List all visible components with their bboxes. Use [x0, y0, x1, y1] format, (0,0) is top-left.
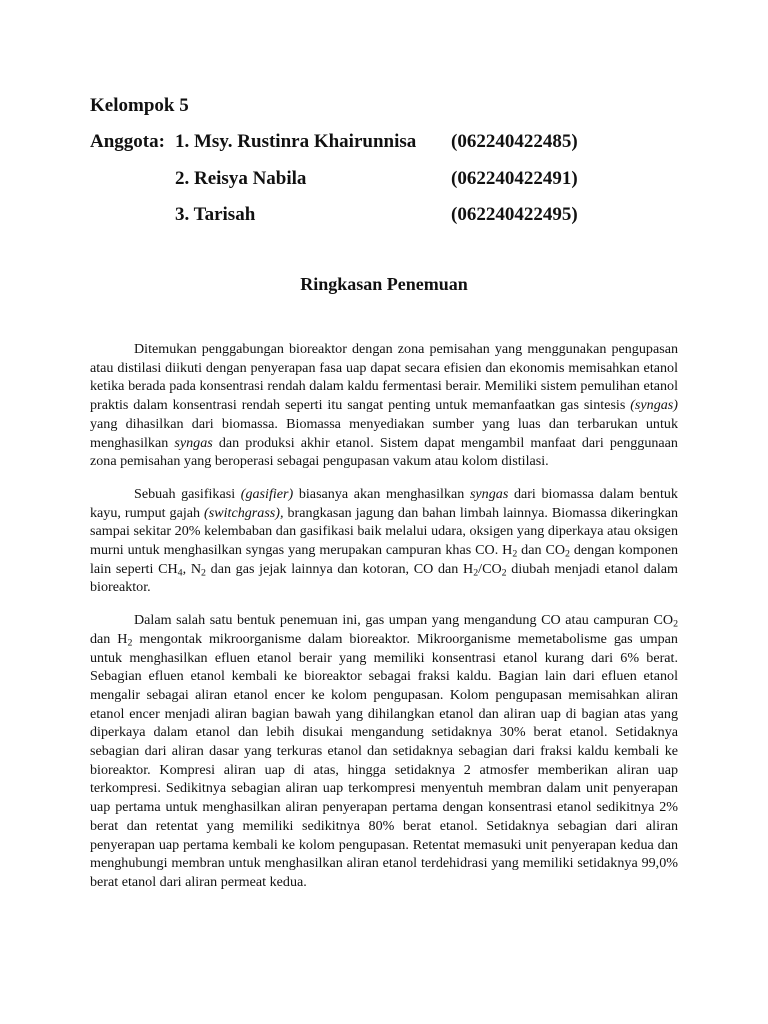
paragraph-3: Dalam salah satu bentuk penemuan ini, gas umpan yang mengandung CO atau campuran $CO_2$ dan $H_2$ mengontak mikroorganisme dalam bioreaktor. Mikroorganisme memetabolisme gas umpan untuk menghasilkan efluen etanol berair yang memiliki konsentrasi etanol kurang dari 6% berat. Sebagian efluen etanol kembali ke bioreaktor sebagai fraksi kaldu. Bagian lain dari efluen etanol mengalir sebagai aliran etanol encer ke kolom pengupasan. Kolom pengupasan memisahkan aliran etanol encer menjadi aliran bagian bawah yang dihilangkan etanol dan aliran uap di bagian atas yang diperkaya dalam etanol dan lebih disukai mengandung setidaknya 30% berat etanol. Setidaknya sebagian dari aliran dasar yang terkuras etanol dan setidaknya sebagian dari fraksi kaldu kembali ke bioreaktor. Kompresi aliran uap di atas, hingga setidaknya 2 atmosfer memberikan aliran uap terkompresi. Sedikitnya sebagian aliran uap terkompresi menyentuh membran dalam unit penyerapan uap pertama untuk menghasilkan aliran penyerapan pertama dengan konsentrasi etanol sedikitnya 2% berat dan retentat yang memiliki sedikitnya 80% berat etanol. Setidaknya sebagian dari aliran penyerapan uap pertama kembali ke kolom pengupasan. Retentat memasuki unit penyerapan kedua dan menghubungi membran untuk menghasilkan aliran etanol terdehidrasi yang memiliki setidaknya 99,0% berat etanol dari aliran permeat kedua.	[90, 612, 678, 890]
member-name-3: 3. Tarisah	[175, 204, 256, 225]
body-text	[90, 340, 678, 892]
paragraph-1: Ditemukan penggabungan bioreaktor dengan zona pemisahan yang menggunakan pengupasan atau distilasi diikuti dengan penyerapan fasa uap dapat secara efisien dan ekonomis memisahkan etanol ketika berada pada konsentrasi rendah dalam kaldu fermentasi berair. Memiliki sistem pemulihan etanol praktis dalam konsentrasi rendah seperti itu sangat penting untuk memanfaatkan gas sintesis (syngas) yang dihasilkan dari biomassa. Biomassa menyediakan sumber yang luas dan terbarukan untuk menghasilkan syngas dan produksi akhir etanol. Sistem dapat mengambil manfaat dari penggunaan zona pemisahan yang beroperasi sebagai pengupasan vakum atau kolom distilasi.	[90, 341, 678, 470]
member-name-1: 1. Msy. Rustinra Khairunnisa	[175, 131, 417, 152]
section-title: Ringkasan Penemuan	[300, 274, 468, 294]
member-id-3: (062240422495)	[451, 204, 578, 225]
member-id-1: (062240422485)	[451, 131, 578, 152]
member-id-2: (062240422491)	[451, 168, 578, 189]
members-label: Anggota:	[90, 131, 165, 152]
member-name-2: 2. Reisya Nabila	[175, 168, 307, 189]
paragraph-2: Sebuah gasifikasi (gasifier) biasanya akan menghasilkan syngas dari biomassa dalam bentuk kayu, rumput gajah (switchgrass), brangkasan jagung dan bahan limbah lainnya. Biomassa dikeringkan sampai sekitar 20% kelembaban dan gasifikasi baik melalui udara, oksigen yang diperkaya atau oksigen murni untuk menghasilkan syngas yang merupakan campuran khas CO. $H_2$ dan $CO_2$ dengan komponen lain seperti $CH_4$, $N_2$ dan gas jejak lainnya dan kotoran, CO dan $H_2/CO_2$ diubah menjadi etanol dalam bioreaktor.	[90, 485, 679, 596]
group-heading: Kelompok 5	[90, 95, 189, 116]
